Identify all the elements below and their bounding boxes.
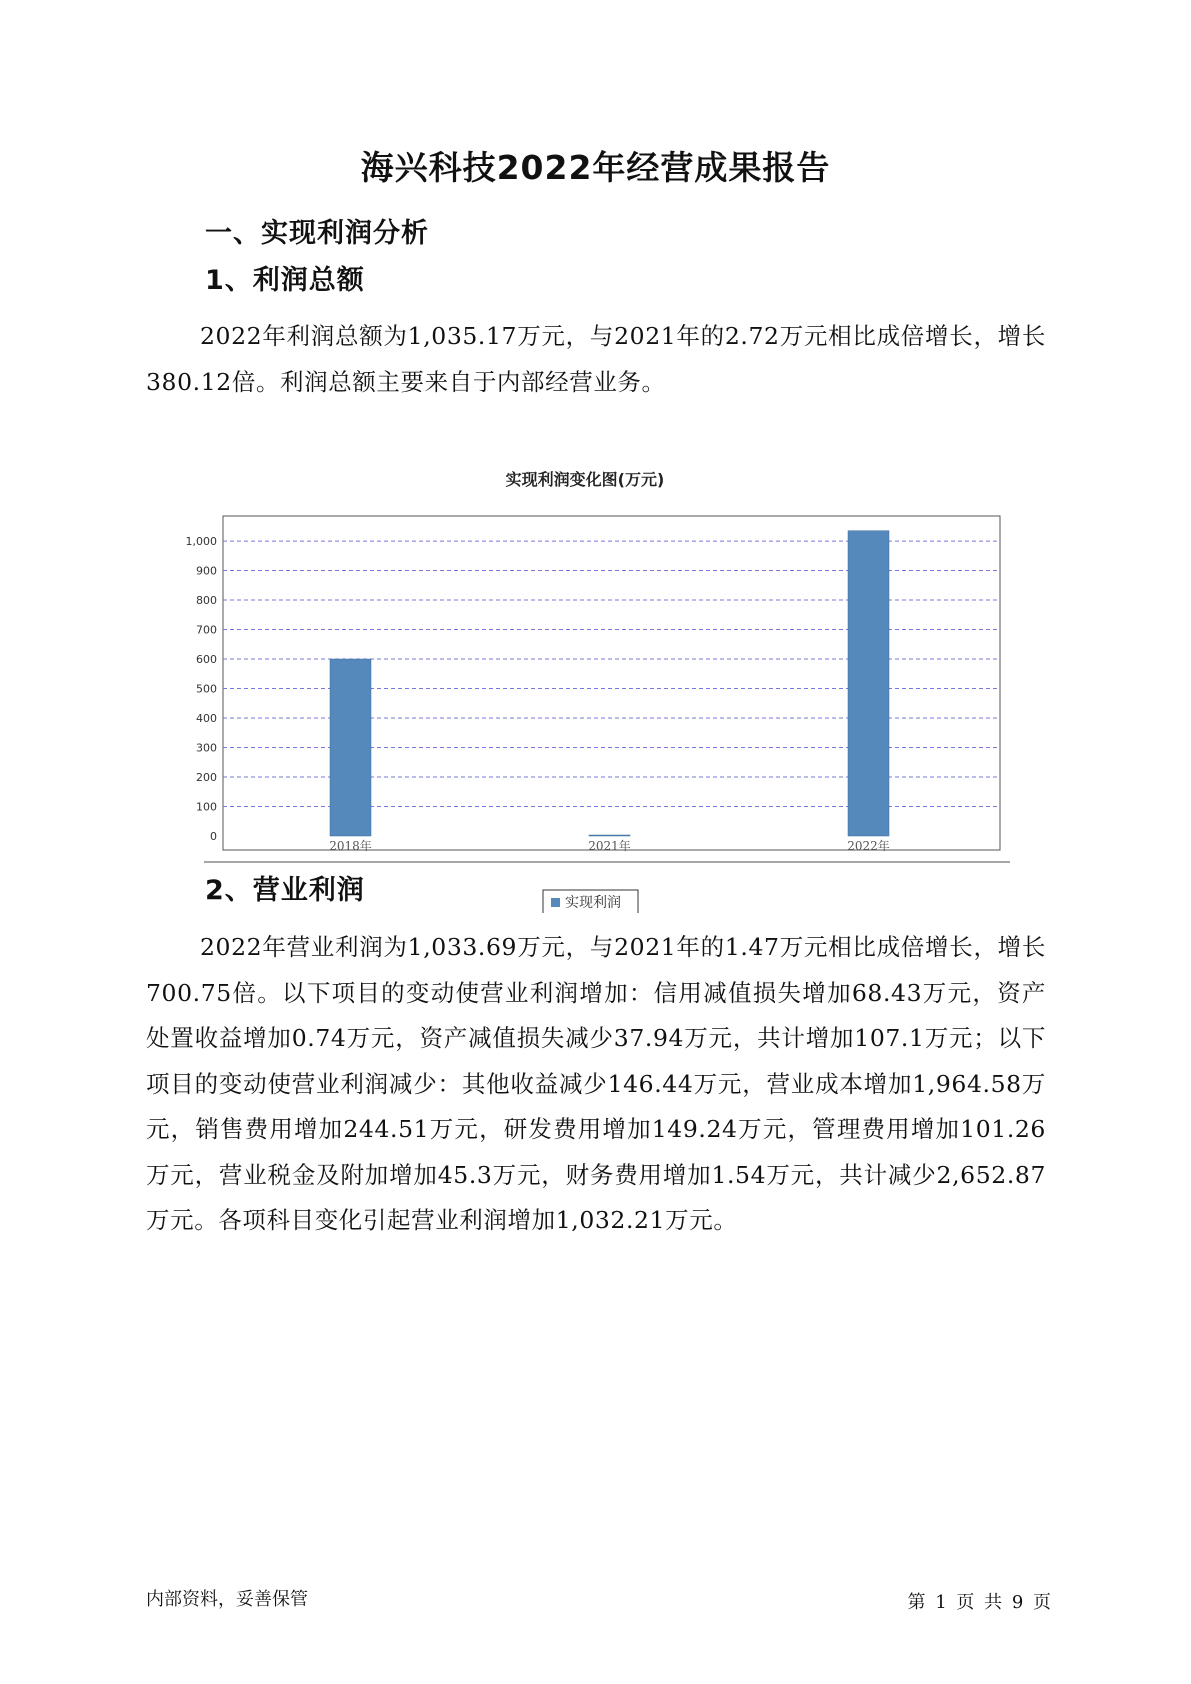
footer-page-number: 第 1 页 共 9 页 [907,1592,1051,1613]
y-tick-label: 500 [196,682,217,696]
paragraph-total-profit: 2022年利润总额为1,035.17万元，与2021年的2.72万元相比成倍增长，增长380.12倍。利润总额主要来自于内部经营业务。 [146,322,1046,396]
y-tick-label: 1,000 [185,535,217,549]
bar [589,835,630,836]
paragraph-operating-profit: 2022年营业利润为1,033.69万元，与2021年的1.47万元相比成倍增长，增长700.75倍。以下项目的变动使营业利润增加：信用减值损失增加68.43万元，资产处置收益增加0.74万元，资产减值损失减少37.94万元，共计增加107.1万元；以下项目的变动使营业利润减少：其他收益减少146.44万元，营业成本增加1,964.58万元，销售费用增加244.51万元，研发费用增加149.24万元，管理费用增加101.26万元，营业税金及附加增加45.3万元，财务费用增加1.54万元，共计减少2,652.87万元。各项科目变化引起营业利润增加1,032.21万元。 [146,933,1046,1234]
bar [848,531,889,836]
bar [330,659,371,836]
y-tick-label: 300 [196,741,217,755]
profit-bar-chart [150,453,1020,913]
y-tick-label: 0 [210,830,217,843]
x-tick-label: 2022年 [847,839,890,853]
legend-swatch [551,898,560,907]
legend-label: 实现利润 [565,895,621,911]
y-tick-label: 800 [196,594,217,608]
y-tick-label: 600 [196,653,217,667]
profit-chart [150,453,1020,913]
footer-confidential-note: 内部资料，妥善保管 [146,1589,308,1610]
y-tick-label: 700 [196,623,217,637]
y-tick-label: 400 [196,712,217,726]
y-tick-label: 900 [196,564,217,578]
chart-title: 实现利润变化图(万元) [505,470,665,489]
y-tick-label: 200 [196,771,217,785]
chart-legend [543,890,638,913]
section-heading-profit-analysis: 一、实现利润分析 [205,218,429,249]
y-tick-label: 100 [196,800,217,814]
subheading-total-profit: 1、利润总额 [205,265,365,296]
x-tick-label: 2021年 [588,839,631,853]
x-tick-label: 2018年 [329,839,372,853]
report-title: 海兴科技2022年经营成果报告 [360,148,831,187]
subheading-operating-profit: 2、营业利润 [205,875,365,906]
